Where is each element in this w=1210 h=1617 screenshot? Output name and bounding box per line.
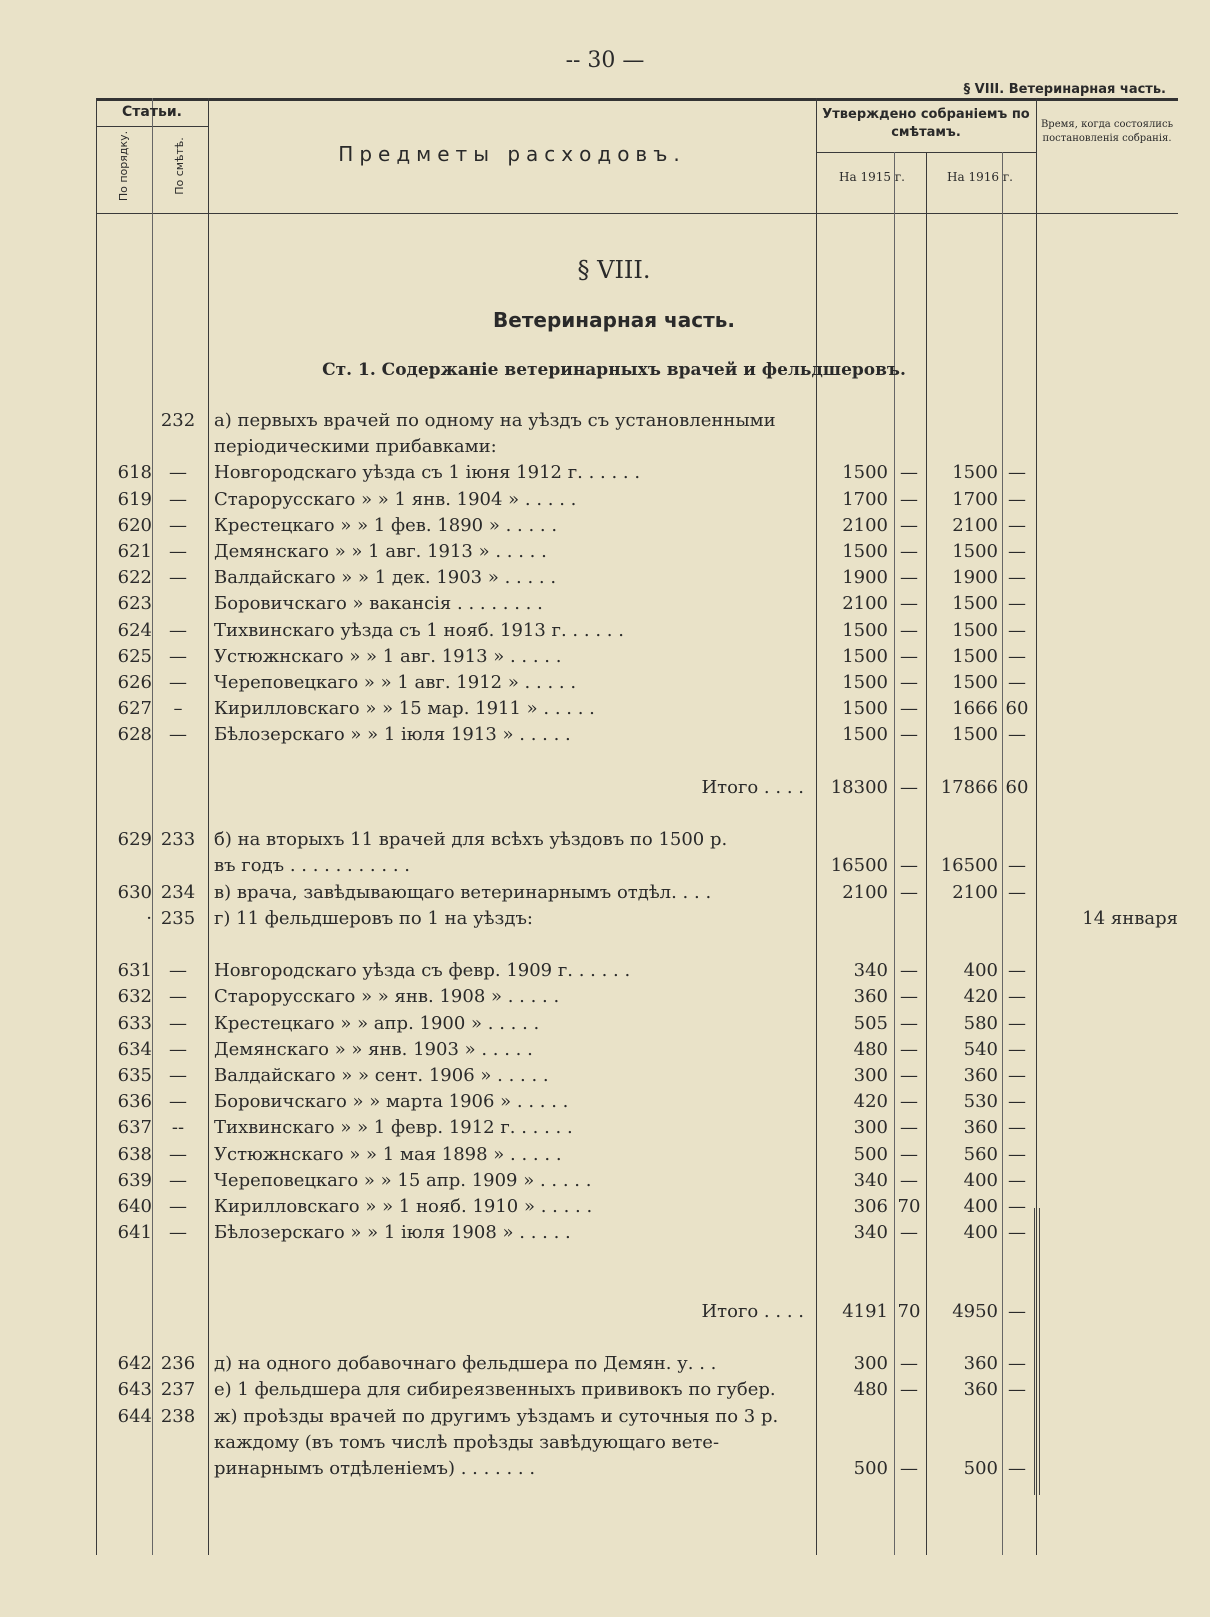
table-row — [96, 591, 1178, 617]
amount-1915: 306 — [853, 1196, 888, 1217]
estimate-number: — — [169, 1196, 187, 1217]
table-row — [96, 565, 1178, 591]
amount-1916: 360 — [963, 1117, 998, 1139]
kopecks-1916: — — [1008, 1222, 1026, 1244]
total-row — [96, 1299, 1178, 1325]
kopecks-1916: — — [1008, 724, 1026, 746]
amount-1916: 400 — [963, 1169, 998, 1191]
kopecks-1915: — — [900, 1012, 918, 1034]
decision-date: 14 января — [1082, 907, 1178, 929]
kopecks-1916: — — [1008, 567, 1026, 589]
amount-1915: 18300 — [830, 776, 888, 798]
amount-1915: 1500 — [842, 619, 888, 641]
amount-1916: 16500 — [940, 855, 998, 877]
amount-1915: 16500 — [830, 855, 888, 877]
estimate-number: — — [169, 1169, 187, 1191]
amount-1915: 1500 — [842, 462, 888, 484]
table-row — [96, 1168, 1178, 1194]
amount-1916: 1500 — [952, 462, 998, 484]
table-row — [96, 1142, 1178, 1168]
amount-1915: 4191 — [842, 1300, 888, 1322]
table-row — [96, 539, 1178, 565]
item-text: періодическими прибавками: — [214, 436, 497, 458]
item-text: Валдайскаго » » 1 дек. 1903 » . . . . . — [214, 567, 557, 589]
amount-1916: 360 — [963, 1379, 998, 1401]
amount-1916: 4950 — [952, 1300, 998, 1322]
kopecks-1915: — — [900, 593, 918, 615]
year-1915-header: На 1915 г. — [839, 170, 905, 184]
amount-1916: 420 — [963, 986, 998, 1008]
amount-1916: 580 — [963, 1012, 998, 1034]
order-number: 621 — [117, 541, 152, 562]
table-row — [96, 880, 1178, 906]
table-row — [96, 1404, 1178, 1430]
kopecks-1916: — — [1008, 672, 1026, 693]
time-note-header: Время, когда состоялись постановленія собранія. — [1040, 119, 1174, 144]
order-number: 638 — [117, 1143, 152, 1165]
table-row — [96, 722, 1178, 748]
item-text: Новгородскаго уѣзда съ февр. 1909 г. . . . . . — [214, 960, 631, 982]
amount-1915: 1500 — [842, 541, 888, 562]
year-1916-header: На 1916 г. — [947, 170, 1013, 184]
estimate-number: – — [173, 698, 183, 720]
kopecks-1916: 60 — [1005, 698, 1029, 720]
item-text: каждому (въ томъ числѣ проѣзды завѣдующаго вете- — [214, 1431, 720, 1453]
table-row — [96, 1220, 1178, 1246]
item-text: в) врача, завѣдывающаго ветеринарнымъ отдѣл. . . . — [214, 881, 712, 903]
estimate-number: — — [169, 1012, 187, 1034]
order-number: 622 — [117, 567, 152, 589]
amount-1915: 420 — [853, 1091, 888, 1113]
item-text: г) 11 фельдшеровъ по 1 на уѣздъ: — [214, 907, 533, 929]
amount-1915: 480 — [853, 1379, 888, 1401]
kopecks-1915: — — [900, 776, 918, 798]
amount-1916: 2100 — [952, 514, 998, 536]
item-text: въ годъ . . . . . . . . . . . — [214, 855, 410, 877]
order-number: 625 — [117, 645, 152, 667]
item-text: ж) проѣзды врачей по другимъ уѣздамъ и суточныя по 3 р. — [214, 1405, 779, 1427]
amount-1915: 340 — [853, 1169, 888, 1191]
estimate-number: — — [169, 1143, 187, 1165]
item-text: Итого . . . . — [701, 1300, 804, 1322]
kopecks-1915: — — [900, 1038, 918, 1060]
item-text: Демянскаго » » янв. 1903 » . . . . . — [214, 1038, 533, 1060]
amount-1916: 1500 — [952, 593, 998, 615]
order-number: 642 — [117, 1353, 152, 1375]
estimate-number: — — [169, 619, 187, 641]
estimate-number: 232 — [160, 410, 196, 431]
amount-1916: 1500 — [952, 645, 998, 667]
estimate-number: — — [169, 1038, 187, 1060]
kopecks-1915: — — [900, 698, 918, 720]
table-row — [96, 434, 1178, 460]
kopecks-1916: — — [1008, 1353, 1026, 1375]
amount-1915: 1500 — [842, 672, 888, 693]
kopecks-1916: — — [1008, 986, 1026, 1008]
table-row — [96, 1377, 1178, 1403]
estimate-number: — — [169, 960, 187, 982]
amount-1916: 17866 — [940, 776, 998, 798]
table-top-rule — [96, 98, 1178, 101]
table-row — [96, 984, 1178, 1010]
order-number: 639 — [117, 1169, 152, 1191]
order-number: 634 — [117, 1038, 152, 1060]
item-text: Бѣлозерскаго » » 1 іюля 1908 » . . . . . — [214, 1222, 571, 1244]
estimate-number: — — [169, 986, 187, 1008]
amount-1915: 300 — [853, 1353, 888, 1375]
article-title: Ст. 1. Содержаніе ветеринарныхъ врачей и фельдшеровъ. — [322, 360, 906, 380]
amount-1915: 300 — [853, 1065, 888, 1086]
order-number: 626 — [117, 672, 152, 693]
estimate-number: — — [169, 514, 187, 536]
table-row — [96, 644, 1178, 670]
estimate-number: — — [169, 1222, 187, 1244]
kopecks-1916: — — [1008, 541, 1026, 562]
approved-header: Утверждено собраніемъ по смѣтамъ. — [822, 107, 1030, 140]
estimate-number: 238 — [160, 1405, 196, 1427]
order-number: 636 — [117, 1091, 152, 1113]
item-text: Боровичскаго » вакансія . . . . . . . . — [214, 593, 543, 615]
kopecks-1915: — — [900, 855, 918, 877]
amount-1915: 2100 — [842, 593, 888, 615]
kopecks-1915: — — [900, 1222, 918, 1244]
amount-1916: 1500 — [952, 724, 998, 746]
table-row — [96, 460, 1178, 486]
amount-1916: 360 — [963, 1065, 998, 1086]
amount-1915: 1500 — [842, 724, 888, 746]
amount-1916: 2100 — [952, 881, 998, 903]
budget-table — [96, 98, 1178, 1555]
item-text: Крестецкаго » » апр. 1900 » . . . . . — [214, 1012, 540, 1034]
table-row — [96, 1115, 1178, 1141]
table-row — [96, 801, 1178, 827]
item-text: Тихвинскаго » » 1 февр. 1912 г. . . . . . — [214, 1117, 573, 1139]
table-row — [96, 513, 1178, 539]
order-number: · — [146, 907, 152, 929]
table-row — [96, 408, 1178, 434]
by-estimate-header: По смѣтѣ. — [173, 137, 186, 195]
order-number: 633 — [117, 1012, 152, 1034]
table-row — [96, 670, 1178, 696]
amount-1915: 2100 — [842, 881, 888, 903]
amount-1915: 1500 — [842, 698, 888, 720]
amount-1916: 530 — [963, 1091, 998, 1113]
kopecks-1915: 70 — [897, 1300, 921, 1322]
amount-1916: 1666 — [952, 698, 998, 720]
amount-1916: 360 — [963, 1353, 998, 1375]
section-number: § VIII. — [577, 256, 651, 284]
order-number: 641 — [117, 1222, 152, 1244]
kopecks-1916: — — [1008, 881, 1026, 903]
table-row — [96, 1194, 1178, 1220]
order-number: 618 — [117, 462, 152, 484]
kopecks-1916: — — [1008, 645, 1026, 667]
kopecks-1915: — — [900, 462, 918, 484]
table-row — [96, 1089, 1178, 1115]
kopecks-1916: — — [1008, 488, 1026, 510]
order-number: 624 — [117, 619, 152, 641]
order-number: 627 — [117, 698, 152, 720]
amount-1916: 400 — [963, 1222, 998, 1244]
table-row — [96, 1430, 1178, 1456]
item-text: Крестецкаго » » 1 фев. 1890 » . . . . . — [214, 514, 558, 536]
amount-1916: 540 — [963, 1038, 998, 1060]
by-order-header: По порядку. — [117, 130, 130, 202]
header-bottom-rule — [96, 213, 1178, 214]
amount-1915: 480 — [853, 1038, 888, 1060]
running-head: § VIII. Ветеринарная часть. — [963, 82, 1166, 97]
item-text: Кирилловскаго » » 1 нояб. 1910 » . . . . . — [214, 1196, 593, 1217]
subjects-header: Предметы расходовъ. — [338, 142, 686, 166]
table-row — [96, 749, 1178, 775]
amount-1916: 400 — [963, 960, 998, 982]
table-row — [96, 487, 1178, 513]
estimate-number: — — [169, 1065, 187, 1086]
kopecks-1916: — — [1008, 1458, 1026, 1479]
amount-1915: 500 — [853, 1143, 888, 1165]
estimate-number: 234 — [160, 881, 196, 903]
item-text: Старорусскаго » » янв. 1908 » . . . . . — [214, 986, 560, 1008]
kopecks-1915: — — [900, 1117, 918, 1139]
table-row — [96, 1325, 1178, 1351]
kopecks-1915: — — [900, 541, 918, 562]
kopecks-1915: — — [900, 672, 918, 693]
order-number: 632 — [117, 986, 152, 1008]
kopecks-1915: — — [900, 1169, 918, 1191]
estimate-number: 233 — [160, 829, 196, 851]
kopecks-1916: — — [1008, 1300, 1026, 1322]
kopecks-1915: — — [900, 1143, 918, 1165]
order-number: 630 — [117, 881, 152, 903]
amount-1915: 300 — [853, 1117, 888, 1139]
kopecks-1915: — — [900, 645, 918, 667]
kopecks-1916: — — [1008, 1012, 1026, 1034]
kopecks-1916: — — [1008, 1038, 1026, 1060]
kopecks-1915: — — [900, 1065, 918, 1086]
table-row — [96, 1011, 1178, 1037]
amount-1915: 340 — [853, 1222, 888, 1244]
kopecks-1916: — — [1008, 1169, 1026, 1191]
kopecks-1915: — — [900, 1353, 918, 1375]
amount-1916: 400 — [963, 1196, 998, 1217]
amount-1916: 560 — [963, 1143, 998, 1165]
order-number: 619 — [117, 488, 152, 510]
amount-1916: 500 — [963, 1458, 998, 1479]
item-text: е) 1 фельдшера для сибиреязвенныхъ прививокъ по губер. — [214, 1379, 776, 1401]
estimate-number: — — [169, 541, 187, 562]
table-row — [96, 696, 1178, 722]
kopecks-1915: — — [900, 881, 918, 903]
kopecks-1915: — — [900, 488, 918, 510]
item-text: Кирилловскаго » » 15 мар. 1911 » . . . . . — [214, 698, 595, 720]
amount-1915: 1900 — [842, 567, 888, 589]
table-row — [96, 618, 1178, 644]
table-row — [96, 1063, 1178, 1089]
kopecks-1915: — — [900, 986, 918, 1008]
item-text: ринарнымъ отдѣленіемъ) . . . . . . . — [214, 1458, 536, 1479]
kopecks-1916: — — [1008, 1091, 1026, 1113]
order-number: 637 — [117, 1117, 152, 1139]
kopecks-1916: — — [1008, 619, 1026, 641]
item-text: Череповецкаго » » 15 апр. 1909 » . . . . . — [214, 1169, 592, 1191]
item-text: б) на вторыхъ 11 врачей для всѣхъ уѣздовъ по 1500 р. — [214, 829, 728, 851]
amount-1916: 1900 — [952, 567, 998, 589]
order-number: 631 — [117, 960, 152, 982]
kopecks-1915: — — [900, 960, 918, 982]
item-text: д) на одного добавочнаго фельдшера по Демян. у. . . — [214, 1353, 717, 1375]
table-row — [96, 1456, 1178, 1482]
kopecks-1915: — — [900, 1091, 918, 1113]
table-row — [96, 1273, 1178, 1299]
kopecks-1915: — — [900, 567, 918, 589]
amount-1916: 1500 — [952, 541, 998, 562]
order-number: 640 — [117, 1196, 152, 1217]
kopecks-1916: — — [1008, 1065, 1026, 1086]
estimate-number: — — [169, 645, 187, 667]
table-row — [96, 853, 1178, 879]
estimate-number: — — [169, 488, 187, 510]
amount-1915: 1500 — [842, 645, 888, 667]
estimate-number: 237 — [160, 1379, 196, 1401]
order-number: 643 — [117, 1379, 152, 1401]
estimate-number: 236 — [160, 1353, 196, 1375]
kopecks-1916: — — [1008, 514, 1026, 536]
kopecks-1916: — — [1008, 1196, 1026, 1217]
table-row — [96, 958, 1178, 984]
amount-1916: 1500 — [952, 619, 998, 641]
item-text: Тихвинскаго уѣзда съ 1 нояб. 1913 г. . . . . . — [214, 619, 624, 641]
estimate-number: — — [169, 567, 187, 589]
section-name: Ветеринарная часть. — [493, 308, 735, 332]
kopecks-1916: — — [1008, 593, 1026, 615]
table-row — [96, 1246, 1178, 1272]
item-text: Бѣлозерскаго » » 1 іюля 1913 » . . . . . — [214, 724, 571, 746]
amount-1915: 360 — [853, 986, 888, 1008]
order-number: 628 — [117, 724, 152, 746]
estimate-number: 235 — [160, 907, 196, 929]
kopecks-1915: — — [900, 1379, 918, 1401]
item-text: Боровичскаго » » марта 1906 » . . . . . — [214, 1091, 569, 1113]
item-text: Устюжнскаго » » 1 мая 1898 » . . . . . — [214, 1143, 562, 1165]
amount-1915: 340 — [853, 960, 888, 982]
order-number: 629 — [117, 829, 152, 851]
item-text: а) первыхъ врачей по одному на уѣздъ съ установленными — [214, 410, 776, 431]
amount-1915: 1700 — [842, 488, 888, 510]
kopecks-1915: — — [900, 514, 918, 536]
kopecks-1916: — — [1008, 855, 1026, 877]
order-number: 620 — [117, 514, 152, 536]
order-number: 635 — [117, 1065, 152, 1086]
order-number: 644 — [117, 1405, 152, 1427]
kopecks-1916: — — [1008, 1143, 1026, 1165]
table-row — [96, 906, 1178, 932]
table-row — [96, 827, 1178, 853]
estimate-number: — — [169, 1091, 187, 1113]
amount-1915: 500 — [853, 1458, 888, 1479]
table-row — [96, 932, 1178, 958]
kopecks-1915: — — [900, 619, 918, 641]
kopecks-1916: — — [1008, 1379, 1026, 1401]
estimate-number: — — [169, 462, 187, 484]
item-text: Демянскаго » » 1 авг. 1913 » . . . . . — [214, 541, 547, 562]
estimate-number: — — [169, 724, 187, 746]
kopecks-1915: 70 — [897, 1196, 921, 1217]
kopecks-1916: — — [1008, 1117, 1026, 1139]
order-number: 623 — [117, 593, 152, 615]
articles-header: Статьи. — [122, 104, 182, 120]
total-row — [96, 775, 1178, 801]
item-text: Новгородскаго уѣзда съ 1 іюня 1912 г. . . . . . — [214, 462, 641, 484]
estimate-number: -- — [171, 1117, 185, 1139]
estimate-number: — — [169, 672, 187, 693]
page-number: -- 30 — — [565, 48, 645, 73]
kopecks-1916: — — [1008, 960, 1026, 982]
kopecks-1915: — — [900, 724, 918, 746]
item-text: Валдайскаго » » сент. 1906 » . . . . . — [214, 1065, 549, 1086]
amount-1916: 1500 — [952, 672, 998, 693]
kopecks-1916: 60 — [1005, 776, 1029, 798]
amount-1915: 2100 — [842, 514, 888, 536]
item-text: Устюжнскаго » » 1 авг. 1913 » . . . . . — [214, 645, 562, 667]
kopecks-1916: — — [1008, 462, 1026, 484]
item-text: Итого . . . . — [701, 776, 804, 798]
kopecks-1915: — — [900, 1458, 918, 1479]
amount-1916: 1700 — [952, 488, 998, 510]
item-text: Старорусскаго » » 1 янв. 1904 » . . . . . — [214, 488, 577, 510]
amount-1915: 505 — [853, 1012, 888, 1034]
table-row — [96, 1351, 1178, 1377]
item-text: Череповецкаго » » 1 авг. 1912 » . . . . . — [214, 672, 577, 693]
table-row — [96, 1037, 1178, 1063]
